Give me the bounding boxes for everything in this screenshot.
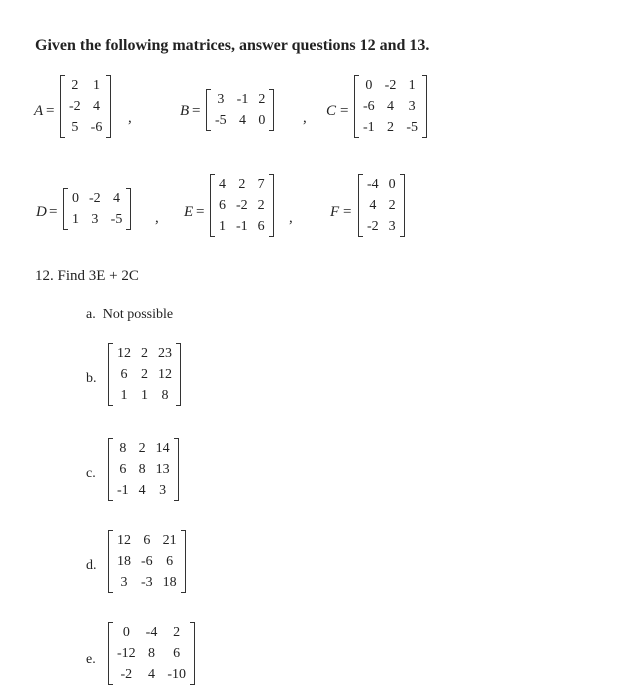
matrix-cell: 18 [117,554,131,569]
matrix-cell: -1 [363,120,375,135]
matrix-cell: 6 [257,219,265,234]
matrix-cell: 1 [408,78,416,93]
option-e-table [112,622,191,685]
matrix-cell: 1 [141,388,148,403]
matrix-cell: 4 [138,483,146,498]
matrix-row [112,622,191,643]
matrix-cell: -5 [406,120,419,135]
option-b-table [112,343,177,406]
matrix-cell: 1 [72,212,79,227]
matrix-row [358,96,423,117]
matrix-cell: 7 [257,177,265,192]
matrix-cell: 0 [365,78,373,93]
matrix-cell: -2 [89,191,101,206]
matrix-row [362,195,401,216]
matrix-d [63,188,131,235]
matrix-row [64,96,107,117]
matrix-row [112,664,191,685]
matrix-cell: -10 [167,667,187,682]
matrix-d-label: D [36,204,47,220]
option-e-letter[interactable]: e. [86,652,96,667]
matrix-cell: 3 [217,92,225,107]
matrix-b-table [210,89,270,131]
matrix-c-label: C [326,103,337,119]
matrix-row [112,572,182,593]
option-b-matrix[interactable] [108,343,181,411]
page-heading: Given the following matrices, answer questions 12 and 13. [35,37,430,54]
matrix-cell: -2 [69,99,81,114]
matrix-cell: 8 [161,388,169,403]
matrix-cell: 4 [113,191,120,206]
matrix-cell: 12 [117,346,131,361]
matrix-row [112,438,175,459]
matrix-row [214,195,270,216]
matrix-cell: 13 [155,462,170,477]
matrix-cell: 5 [71,120,79,135]
matrix-row [67,188,127,209]
comma: , [128,110,132,126]
matrix-cell: 3 [159,483,167,498]
option-a-letter: a. [86,307,96,322]
option-d-matrix[interactable] [108,530,186,598]
matrix-b-label: B [180,103,190,119]
matrix-cell: -5 [110,212,123,227]
matrix-cell: 6 [143,533,151,548]
matrix-row [112,643,191,664]
comma: , [155,210,159,226]
matrix-cell: -6 [90,120,103,135]
equals-sign: = [196,204,205,220]
matrix-cell: 4 [148,667,155,682]
matrix-cell: 21 [162,533,177,548]
matrix-cell: 3 [91,212,99,227]
matrix-cell: 0 [388,177,396,192]
matrix-row [112,530,182,551]
matrix-row [112,364,177,385]
option-a-text: Not possible [102,307,174,322]
matrix-cell: 12 [117,533,131,548]
matrix-cell: -2 [236,198,248,213]
matrix-cell: 2 [387,120,394,135]
matrix-row [112,480,175,501]
matrix-cell: -2 [120,667,133,682]
option-c-matrix[interactable] [108,438,179,506]
matrix-cell: 6 [219,198,226,213]
matrix-f [358,174,405,242]
comma: , [303,110,307,126]
equals-sign: = [340,103,349,119]
matrix-row [358,75,423,96]
matrix-cell: 23 [158,346,172,361]
matrix-cell: -6 [141,554,153,569]
matrix-cell: 2 [173,625,181,640]
matrix-cell: -5 [215,113,227,128]
matrix-cell: -2 [367,219,379,234]
matrix-cell: 0 [72,191,79,206]
matrix-b [206,89,274,136]
matrix-cell: 8 [138,462,146,477]
matrix-cell: 2 [141,346,148,361]
matrix-cell: 2 [388,198,396,213]
matrix-row [112,459,175,480]
question-12: 12. Find 3E + 2C [35,268,139,284]
matrix-cell: 6 [119,462,127,477]
matrix-f-table [362,174,401,237]
matrix-cell: 2 [141,367,148,382]
matrix-cell: -2 [384,78,397,93]
matrix-e [210,174,274,242]
matrix-cell: 2 [257,198,265,213]
equals-sign: = [192,103,201,119]
equals-sign: = [49,204,58,220]
matrix-cell: -4 [145,625,158,640]
matrix-cell: 1 [219,219,226,234]
matrix-row [112,343,177,364]
matrix-cell: 18 [162,575,177,590]
option-c-letter[interactable]: c. [86,466,96,481]
option-e-matrix[interactable] [108,622,195,690]
matrix-cell: 2 [71,78,79,93]
matrix-cell: 2 [258,92,266,107]
equals-sign: = [46,103,55,119]
matrix-cell: 4 [369,198,377,213]
matrix-cell: 2 [238,177,246,192]
option-a[interactable] [86,307,173,323]
matrix-f-label: F [330,204,340,220]
matrix-cell: -3 [141,575,153,590]
matrix-row [210,110,270,131]
matrix-cell: -1 [236,219,248,234]
matrix-e-table [214,174,270,237]
option-d-letter[interactable]: d. [86,558,97,573]
matrix-cell: 4 [239,113,246,128]
matrix-cell: 8 [148,646,155,661]
matrix-row [67,209,127,230]
matrix-cell: 8 [119,441,127,456]
option-c-table [112,438,175,501]
matrix-cell: 6 [166,554,174,569]
comma: , [289,210,293,226]
matrix-row [362,216,401,237]
matrix-cell: 0 [122,625,130,640]
matrix-cell: 12 [158,367,172,382]
option-b-letter[interactable]: b. [86,371,97,386]
matrix-a-label: A [34,103,44,119]
matrix-d-table [67,188,127,230]
matrix-row [214,174,270,195]
matrix-c [354,75,427,143]
matrix-cell: 4 [387,99,394,114]
matrix-row [112,551,182,572]
matrix-cell: 3 [120,575,128,590]
matrix-cell: -1 [236,92,249,107]
matrix-cell: 6 [120,367,128,382]
matrix-a-table [64,75,107,138]
matrix-c-table [358,75,423,138]
matrix-row [358,117,423,138]
matrix-row [214,216,270,237]
matrix-cell: 6 [173,646,181,661]
matrix-e-label: E [184,204,194,220]
matrix-row [64,117,107,138]
matrix-cell: 1 [120,388,128,403]
matrix-cell: 2 [138,441,146,456]
option-d-table [112,530,182,593]
matrix-cell: 14 [155,441,170,456]
matrix-cell: 1 [93,78,100,93]
matrix-cell: 3 [388,219,396,234]
matrix-row [64,75,107,96]
matrix-cell: 0 [258,113,266,128]
matrix-a [60,75,111,143]
matrix-cell: -1 [117,483,129,498]
equals-sign: = [343,204,352,220]
matrix-cell: 4 [219,177,226,192]
matrix-row [362,174,401,195]
matrix-cell: -4 [367,177,379,192]
matrix-cell: 3 [408,99,416,114]
matrix-row [112,385,177,406]
matrix-cell: -12 [117,646,136,661]
matrix-cell: 4 [93,99,100,114]
matrix-cell: -6 [363,99,375,114]
matrix-row [210,89,270,110]
